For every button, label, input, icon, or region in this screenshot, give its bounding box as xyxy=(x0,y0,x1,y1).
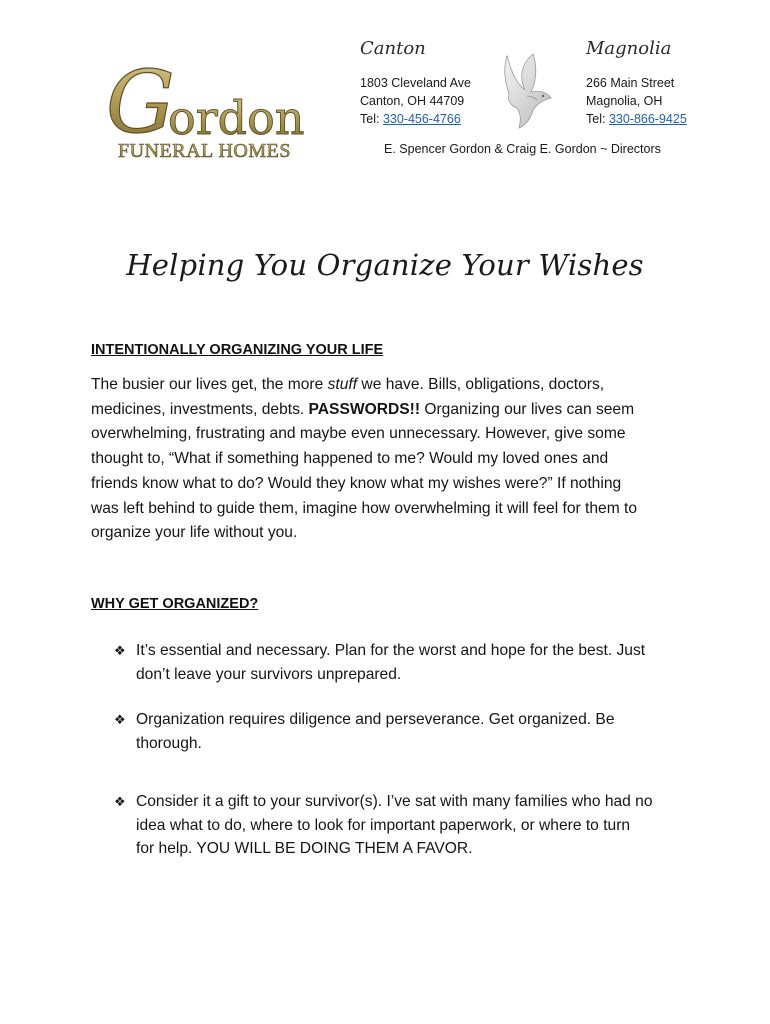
page-title: Helping You Organize Your Wishes xyxy=(126,248,644,282)
magnolia-city-state: Magnolia, OH xyxy=(586,94,663,108)
magnolia-location xyxy=(586,38,687,128)
section-heading-intentionally-organizing: INTENTIONALLY ORGANIZING YOUR LIFE xyxy=(91,342,384,358)
bullet-line: It’s essential and necessary. Plan for the worst and hope for the best. Just xyxy=(136,642,646,659)
bullet-text xyxy=(136,708,696,755)
text-run: Organizing our lives can seem xyxy=(420,400,635,418)
canton-phone-line xyxy=(360,110,471,128)
bullet-text xyxy=(136,790,696,861)
text-run: The busier our lives get, the more xyxy=(91,376,328,393)
paragraph-line: organize your life without you. xyxy=(91,524,298,542)
emphasis-stuff: stuff xyxy=(327,376,358,393)
paragraph-line: was left behind to guide them, imagine how overwhelming it will feel for them to xyxy=(91,499,638,517)
magnolia-phone-line xyxy=(586,110,687,128)
magnolia-city-heading: Magnolia xyxy=(586,38,672,59)
magnolia-tel-label: Tel: xyxy=(586,112,606,126)
directors-line: E. Spencer Gordon & Craig E. Gordon ~ Directors xyxy=(384,142,661,156)
bullet-line: for help. YOU WILL BE DOING THEM A FAVOR. xyxy=(136,840,473,857)
canton-city-heading: Canton xyxy=(360,38,426,59)
canton-location xyxy=(360,38,471,128)
paragraph-line: friends know what to do? Would they know what my wishes were?” If nothing xyxy=(91,474,622,492)
paragraph-line: thought to, “What if something happened to me? Would my loved ones and xyxy=(91,450,609,468)
dove-icon xyxy=(497,52,559,130)
gordon-funeral-homes-logo xyxy=(104,58,320,162)
text-run: we have. Bills, obligations, doctors, xyxy=(357,376,605,393)
diamond-bullet-icon: ❖ xyxy=(114,794,126,809)
magnolia-street: 266 Main Street xyxy=(586,76,675,90)
logo-subtitle: FUNERAL HOMES xyxy=(118,140,291,162)
svg-text:G: G xyxy=(106,58,175,153)
section-heading-why-get-organized: WHY GET ORGANIZED? xyxy=(91,596,259,612)
diamond-bullet-icon: ❖ xyxy=(114,712,126,727)
canton-street: 1803 Cleveland Ave xyxy=(360,76,471,90)
text-run: medicines, investments, debts. xyxy=(91,400,309,418)
bullet-line: Consider it a gift to your survivor(s). I’ve sat with many families who had no xyxy=(136,793,653,810)
intro-paragraph xyxy=(91,373,691,546)
bullet-text xyxy=(136,639,696,686)
canton-tel-label: Tel: xyxy=(360,112,380,126)
bullet-line: don’t leave your survivors unprepared. xyxy=(136,665,402,683)
bullet-line: Organization requires diligence and perseverance. Get organized. Be xyxy=(136,711,615,728)
emphasis-passwords: PASSWORDS!! xyxy=(308,400,421,418)
paragraph-line xyxy=(91,398,691,423)
paragraph-line: overwhelming, frustrating and maybe even unnecessary. However, give some xyxy=(91,425,626,443)
canton-phone-link[interactable]: 330-456-4766 xyxy=(382,112,461,126)
bullet-line: idea what to do, where to look for important paperwork, or where to turn xyxy=(136,816,631,834)
dove-image xyxy=(497,52,559,130)
logo-graphic xyxy=(104,58,320,162)
paragraph-line xyxy=(91,373,691,398)
canton-city-state-zip: Canton, OH 44709 xyxy=(360,94,465,108)
magnolia-phone-link[interactable]: 330-866-9425 xyxy=(608,112,687,126)
bullet-line: thorough. xyxy=(136,734,202,752)
logo-name: ordon xyxy=(168,91,305,145)
diamond-bullet-icon: ❖ xyxy=(114,643,126,658)
